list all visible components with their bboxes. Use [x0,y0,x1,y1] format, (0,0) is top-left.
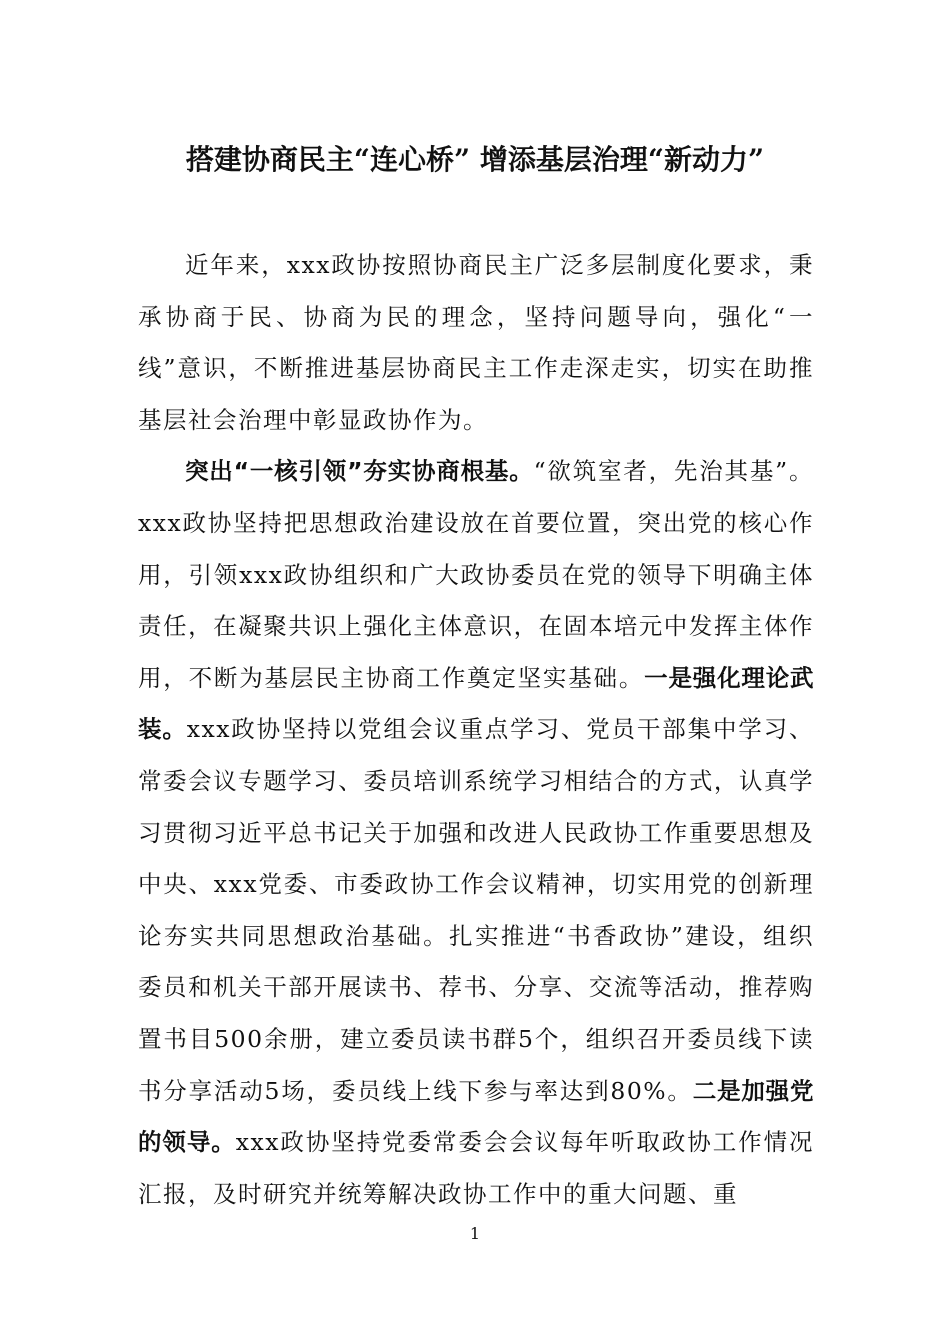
document-body [138,240,814,1220]
section-lead-heading: 突出“一核引领”夯实协商根基。 [185,457,534,486]
page-number: 1 [469,1224,481,1243]
point-2-heading: 二是加强党的领导。 [138,1076,814,1157]
point-2-text: xxx政协坚持党委常委会会议每年听取政协工作情况汇报，及时研究并统筹解决政协工作中的重大问题、重 [138,1128,814,1208]
point-1-text: xxx政协坚持以党组会议重点学习、党员干部集中学习、常委会议专题学习、委员培训系统学习相结合的方式，认真学习贯彻习近平总书记关于加强和改进人民政协工作重要思想及中央、xxx党委、市委政协工作会议精神，切实用党的创新理论夯实共同思想政治基础。扎实推进“书香政协”建设，组织委员和机关干部开展读书、荐书、分享、交流等活动，推荐购置书目500余册，建立委员读书群5个，组织召开委员线下读书分享活动5场，委员线上线下参与率达到80%。 [138,715,814,1105]
section-text: “欲筑室者，先治其基”。xxx政协坚持把思想政治建设放在首要位置，突出党的核心作用，引领xxx政协组织和广大政协委员在党的领导下明确主体责任，在凝聚共识上强化主体意识，在固本培元中发挥主体作用，不断为基层民主协商工作奠定坚实基础。 [138,457,815,692]
document-title: 搭建协商民主“连心桥” 增添基层治理“新动力” [185,143,765,176]
intro-paragraph: 近年来，xxx政协按照协商民主广泛多层制度化要求，秉承协商于民、协商为民的理念，坚持问题导向，强化“一线”意识，不断推进基层协商民主工作走深走实，切实在助推基层社会治理中彰显政协作为。 [138,251,814,434]
section-paragraph [138,446,814,1220]
point-1-heading: 一是强化理论武装。 [138,663,815,744]
